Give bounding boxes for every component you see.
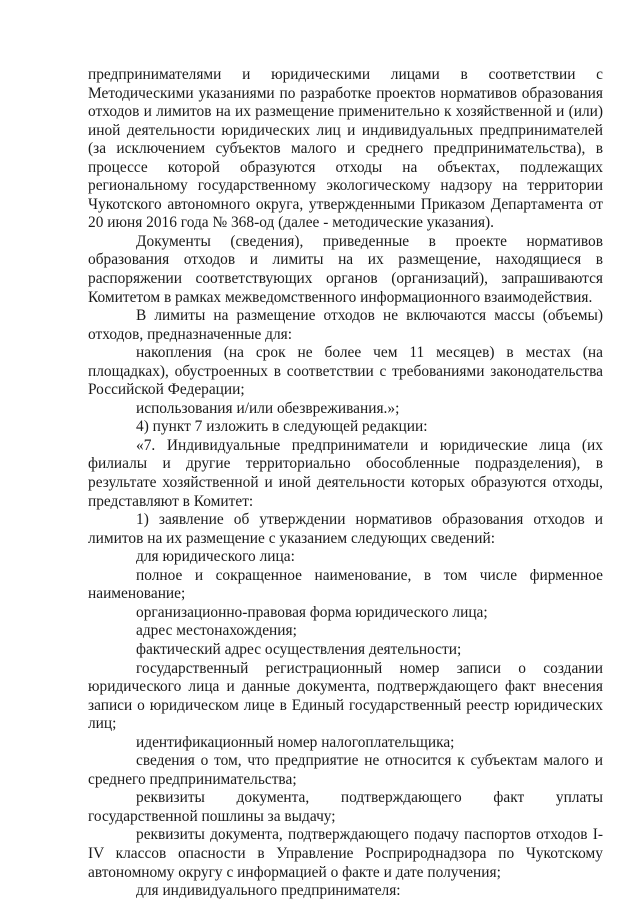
- paragraph: 4) пункт 7 изложить в следующей редакции:: [136, 418, 428, 436]
- paragraph: реквизиты документа, подтверждающего подачу паспортов отходов I-IV классов опасности в Управление Росприроднадзора по Чукотскому автономному округу с информацией о факте и дате получения;: [88, 826, 603, 881]
- paragraph: накопления (на срок не более чем 11 месяцев) в местах (на площадках), обустроенных в соответствии с требованиями законодательства Российской Федерации;: [88, 344, 603, 399]
- paragraph: «7. Индивидуальные предприниматели и юридические лица (их филиалы и другие территориально обособленные подразделения), в результате хозяйственной и иной деятельности которых образуются отходы, представляют в Комитет:: [88, 436, 603, 510]
- paragraph: государственный регистрационный номер записи о создании юридического лица и данные документа, подтверждающего факт внесения записи о юридическом лице в Единый государственный реестр юридических лиц;: [88, 659, 603, 733]
- paragraph: адрес местонахождения;: [136, 622, 297, 640]
- paragraph: для индивидуального предпринимателя:: [136, 882, 401, 900]
- paragraph: использования и/или обезвреживания.»;: [136, 399, 400, 417]
- paragraph: В лимиты на размещение отходов не включаются массы (объемы) отходов, предназначенные для:: [88, 307, 603, 343]
- paragraph: организационно-правовая форма юридического лица;: [136, 603, 488, 621]
- paragraph: полное и сокращенное наименование, в том числе фирменное наименование;: [88, 566, 603, 603]
- paragraph: реквизиты документа, подтверждающего факт уплаты государственной пошлины за выдачу;: [88, 789, 603, 825]
- paragraph: 1) заявление об утверждении нормативов образования отходов и лимитов на их размещение с указанием следующих сведений:: [88, 511, 603, 547]
- paragraph: Документы (сведения), приведенные в проекте нормативов образования отходов и лимиты на их размещение, находящиеся в распоряжении соответствующих органов (организаций), запрашиваются Комитетом в рамках межведомственного информационного взаимодействия.: [88, 232, 603, 306]
- paragraph: для юридического лица:: [136, 548, 295, 566]
- paragraph: идентификационный номер налогоплательщика;: [136, 733, 455, 751]
- document-page: [88, 66, 603, 901]
- paragraph: фактический адрес осуществления деятельности;: [136, 640, 462, 658]
- paragraph: предпринимателями и юридическими лицами в соответствии с Методическими указаниями по разработке проектов нормативов образования отходов и лимитов на их размещение применительно к хозяйственной и (или) иной деятельности юридических лиц и индивидуальных предпринимателей (за исключением субъектов малого и среднего предпринимательства), в процессе которой образуются отходы на объектах, подлежащих региональному государственному экологическому надзору на территории Чукотского автономного округа, утвержденными Приказом Департамента от 20 июня 2016 года № 368-од (далее - методические указания).: [88, 66, 603, 232]
- paragraph: сведения о том, что предприятие не относится к субъектам малого и среднего предпринимательства;: [88, 752, 603, 788]
